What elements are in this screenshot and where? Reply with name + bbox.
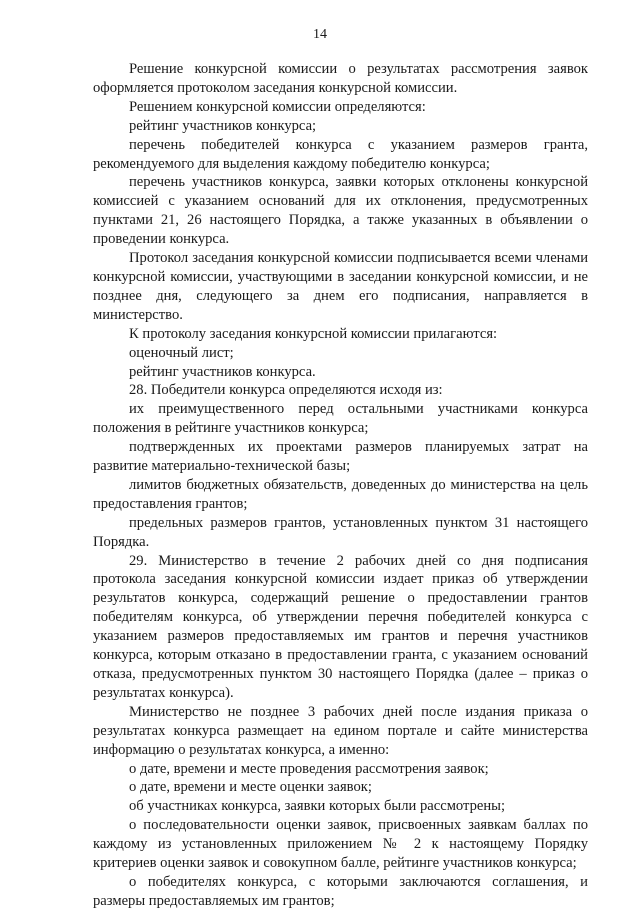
paragraph: лимитов бюджетных обязательств, доведенных до министерства на цель предоставления грантов; [93, 476, 588, 512]
paragraph: перечень участников конкурса, заявки которых отклонены конкурсной комиссией с указанием оснований для их отклонения, предусмотренных пунктами 21, 26 настоящего Порядка, а также указанных в объявлении о проведении конкурса. [93, 174, 588, 248]
paragraph: подтвержденных их проектами размеров планируемых затрат на развитие материально-технической базы; [93, 439, 588, 475]
paragraph: 29. Министерство в течение 2 рабочих дней со дня подписания протокола заседания конкурсной комиссии издает приказ об утверждении результатов конкурса, содержащий решение о предоставлении грантов победителям конкурса, об утверждении перечня победителей конкурса с указанием размеров предоставляемых им грантов и перечня участников конкурса, которым отказано в предоставлении гранта, с указанием оснований отказа, предусмотренных пунктом 30 настоящего Порядка (далее – приказ о результатах конкурса). [93, 552, 588, 701]
paragraph: перечень победителей конкурса с указанием размеров гранта, рекомендуемого для выделения каждому победителю конкурса; [93, 136, 588, 172]
paragraph: предельных размеров грантов, установленных пунктом 31 настоящего Порядка. [93, 514, 588, 550]
document-body [93, 60, 588, 911]
paragraph: рейтинг участников конкурса; [129, 117, 317, 134]
paragraph: рейтинг участников конкурса. [129, 363, 316, 380]
paragraph: К протоколу заседания конкурсной комиссии прилагаются: [129, 325, 498, 342]
paragraph: о дате, времени и месте проведения рассмотрения заявок; [129, 760, 489, 777]
paragraph: о дате, времени и месте оценки заявок; [129, 779, 372, 796]
paragraph: Министерство не позднее 3 рабочих дней после издания приказа о результатах конкурса размещает на едином портале и сайте министерства информацию о результатах конкурса, а именно: [93, 703, 588, 758]
paragraph: о победителях конкурса, с которыми заключаются соглашения, и размеры предоставляемых им грантов; [93, 873, 588, 909]
paragraph: Решением конкурсной комиссии определяются: [129, 98, 426, 115]
page-number: 14 [313, 27, 327, 42]
paragraph: оценочный лист; [129, 344, 234, 361]
paragraph: Решение конкурсной комиссии о результатах рассмотрения заявок оформляется протоколом заседания конкурсной комиссии. [93, 61, 588, 96]
paragraph: 28. Победители конкурса определяются исходя из: [129, 382, 443, 399]
paragraph: об участниках конкурса, заявки которых были рассмотрены; [129, 798, 506, 815]
paragraph: их преимущественного перед остальными участниками конкурса положения в рейтинге участников конкурса; [93, 401, 588, 437]
paragraph: Протокол заседания конкурсной комиссии подписывается всеми членами конкурсной комиссии, участвующими в заседании конкурсной комиссии, и не позднее дня, следующего за днем его подписания, направляется в министерство. [93, 250, 588, 323]
paragraph: о последовательности оценки заявок, присвоенных заявкам баллах по каждому из установленных приложением № 2 к настоящему Порядку критериев оценки заявок и совокупном балле, рейтинге участников конкурса; [93, 817, 588, 872]
